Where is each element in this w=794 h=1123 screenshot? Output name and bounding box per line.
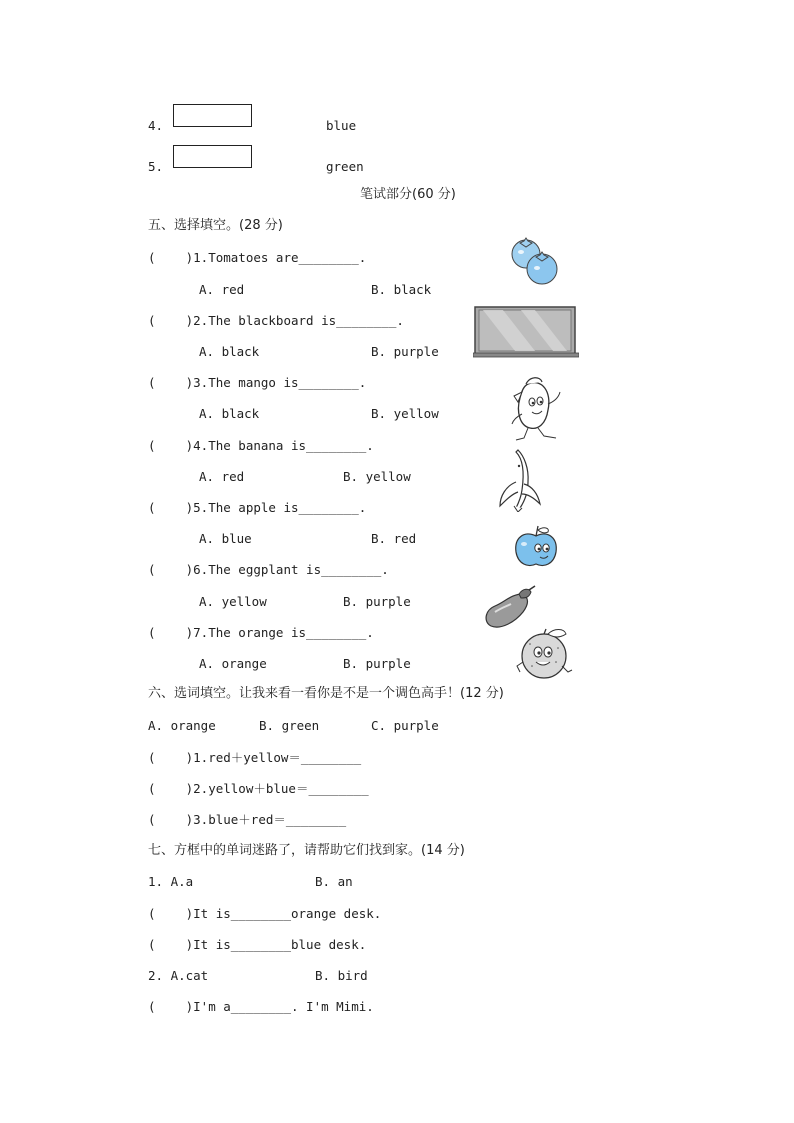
mango-icon [508, 374, 568, 444]
written-part-title: 笔试部分(60 分) [360, 187, 456, 202]
question-stem: ( )7.The orange is________. [148, 625, 374, 640]
section-title: 五、选择填空。(28 分) [148, 218, 283, 233]
option-a: A. blue [199, 531, 252, 546]
question-stem: ( )3.blue＋red＝________ [148, 812, 347, 827]
word-option: C. purple [371, 718, 439, 733]
option-a: A. yellow [199, 594, 267, 609]
option-b: B. purple [343, 656, 411, 671]
eggplant-icon [481, 584, 539, 632]
item-number: 5. [148, 159, 164, 174]
word-option: 2. A.cat [148, 968, 209, 983]
section-title: 七、方框中的单词迷路了，请帮助它们找到家。(14 分) [148, 843, 465, 858]
question-stem: ( )1.red＋yellow＝________ [148, 750, 362, 765]
blackboard-icon [473, 305, 579, 359]
question-stem: ( )2.The blackboard is________. [148, 313, 404, 328]
word-option: A. orange [148, 718, 216, 733]
option-b: B. red [371, 531, 417, 546]
tomatoes-icon [508, 236, 560, 288]
option-b: B. black [371, 282, 432, 297]
option-b: B. yellow [371, 406, 439, 421]
option-a: A. red [199, 469, 245, 484]
option-a: A. red [199, 282, 245, 297]
question-stem: ( )It is________blue desk. [148, 937, 367, 952]
orange-icon [514, 626, 576, 684]
word-option: 1. A.a [148, 874, 194, 889]
option-b: B. purple [343, 594, 411, 609]
answer-box[interactable] [173, 104, 252, 127]
word-option: B. bird [315, 968, 368, 983]
option-a: A. orange [199, 656, 267, 671]
word-option: B. an [315, 874, 353, 889]
question-stem: ( )4.The banana is________. [148, 438, 374, 453]
option-b: B. purple [371, 344, 439, 359]
color-word: blue [326, 118, 357, 133]
question-stem: ( )5.The apple is________. [148, 500, 367, 515]
apple-icon [512, 524, 560, 570]
section-title: 六、选词填空。让我来看一看你是不是一个调色高手！(12 分) [148, 686, 504, 701]
color-word: green [326, 159, 364, 174]
question-stem: ( )2.yellow＋blue＝________ [148, 781, 369, 796]
answer-box[interactable] [173, 145, 252, 168]
question-stem: ( )6.The eggplant is________. [148, 562, 389, 577]
question-stem: ( )3.The mango is________. [148, 375, 367, 390]
question-stem: ( )It is________orange desk. [148, 906, 382, 921]
option-a: A. black [199, 406, 260, 421]
word-option: B. green [259, 718, 320, 733]
question-stem: ( )1.Tomatoes are________. [148, 250, 367, 265]
item-number: 4. [148, 118, 164, 133]
question-stem: ( )I'm a________. I'm Mimi. [148, 999, 374, 1014]
option-b: B. yellow [343, 469, 411, 484]
option-a: A. black [199, 344, 260, 359]
banana-icon [494, 446, 544, 512]
